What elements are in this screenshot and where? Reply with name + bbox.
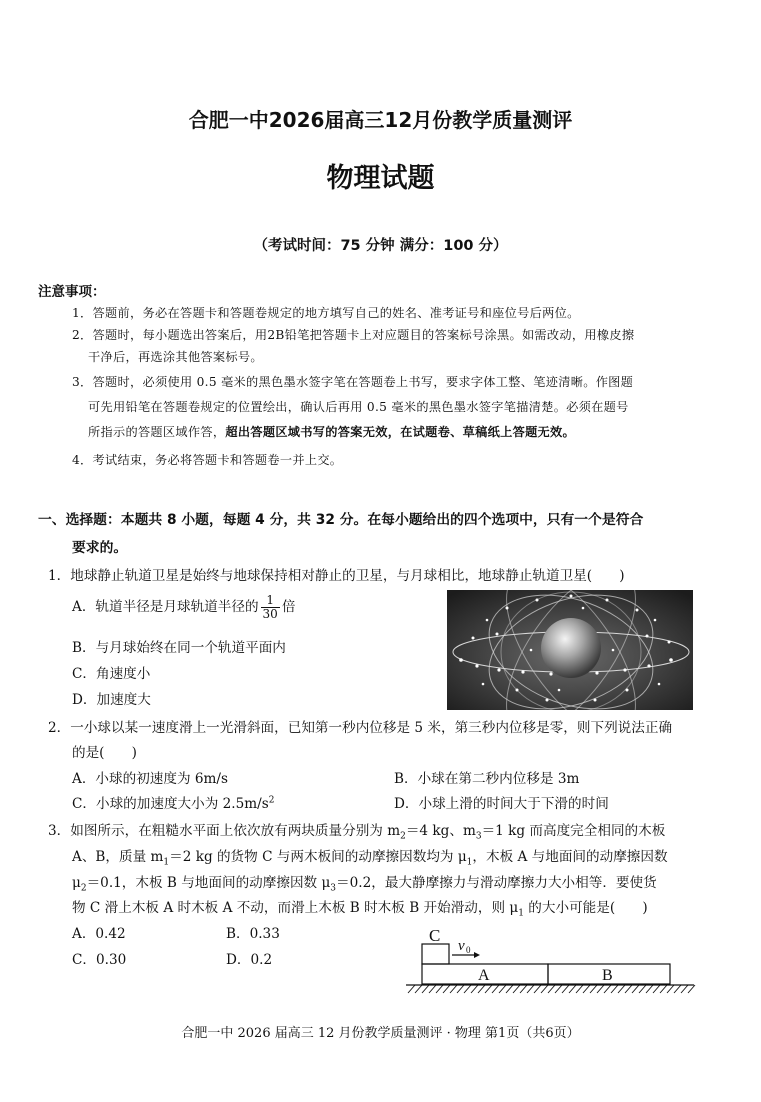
text: ＝1 kg 而高度完全相同的木板	[481, 823, 666, 839]
note-3-emphasis: 超出答题区域书写的答案无效，在试题卷、草稿纸上答题无效。	[225, 425, 576, 439]
ground-hatch-line	[464, 985, 471, 993]
subscript: 1	[518, 908, 524, 919]
label-a: A	[478, 967, 490, 984]
ground-hatch-line	[457, 985, 464, 993]
q3-stem-line-4	[72, 896, 648, 919]
q1-option-b: B．与月球始终在同一个轨道平面内	[72, 640, 286, 656]
fraction-denominator: 30	[262, 607, 278, 621]
ground-hatch-line	[646, 985, 653, 993]
note-3-line-3	[88, 423, 575, 440]
ground-hatch-line	[660, 985, 667, 993]
ground-hatch-line	[450, 985, 457, 993]
ground-hatch-line	[548, 985, 555, 993]
q1-option-c: C．角速度小	[72, 666, 151, 682]
subscript: 2	[80, 883, 87, 894]
q3-stem-line-1	[48, 819, 665, 842]
label-b: B	[602, 967, 613, 984]
ground-hatch-line	[513, 985, 520, 993]
section-1-heading-line-2: 要求的。	[72, 540, 128, 556]
q3-option-b: B．0.33	[226, 926, 280, 942]
text: μ	[72, 875, 81, 891]
q1-option-a-suffix: 倍	[281, 599, 296, 615]
q2-option-a: A．小球的初速度为 6m/s	[72, 771, 228, 787]
ground-hatch-line	[534, 985, 541, 993]
ground-hatch-line	[408, 985, 415, 993]
note-2-line-1: 2．答题时，每小题选出答案后，用2B铅笔把答题卡上对应题目的答案标号涂黑。如需改动，用橡皮擦	[72, 328, 635, 342]
q3-stem-line-2	[72, 845, 668, 868]
ground-hatch-line	[471, 985, 478, 993]
ground-hatch-line	[555, 985, 562, 993]
ground-hatch-line	[443, 985, 450, 993]
q3-option-c: C．0.30	[72, 952, 127, 968]
subscript: 1	[466, 857, 473, 868]
ground-hatch-line	[541, 985, 548, 993]
ground-hatch-line	[688, 985, 695, 993]
earth-icon	[541, 618, 601, 678]
ground-hatch-line	[625, 985, 632, 993]
satellite-orbits-image	[447, 590, 693, 710]
text: ＝4 kg、m	[405, 823, 476, 839]
ground-hatch-line	[674, 985, 681, 993]
ground-hatch-line	[478, 985, 485, 993]
blocks-diagram	[404, 922, 696, 998]
ground-hatch-line	[527, 985, 534, 993]
subscript: 3	[330, 883, 337, 894]
q1-option-a-text: A．轨道半径是月球轨道半径的	[72, 599, 259, 615]
label-v: v	[458, 938, 465, 954]
text: 3．如图所示，在粗糙水平面上依次放有两块质量分别为 m	[48, 823, 401, 839]
subject-title: 物理试题	[326, 163, 435, 194]
text: ＝2 kg 的货物 C 与两木板间的动摩擦因数均为 μ	[169, 849, 467, 865]
section-1-heading-line-1: 一、选择题：本题共 8 小题，每题 4 分，共 32 分。在每小题给出的四个选项中，只有一个是符合	[38, 512, 644, 528]
ground-hatch-line	[520, 985, 527, 993]
q1-option-a	[72, 594, 295, 621]
ground-hatch-line	[422, 985, 429, 993]
ground-hatch-line	[681, 985, 688, 993]
subscript: 2	[400, 831, 406, 842]
note-3-line-3-text: 所指示的答题区域作答，	[88, 425, 226, 439]
ground-hatch-line	[499, 985, 506, 993]
ground-hatch-line	[611, 985, 618, 993]
page-footer: 合肥一中 2026 届高三 12 月份教学质量测评 · 物理 第1页（共6页）	[181, 1026, 580, 1041]
text: ＝0.1，木板 B 与地面间的动摩擦因数 μ	[86, 875, 331, 891]
q3-option-d: D．0.2	[226, 952, 273, 968]
text: 的大小可能是( )	[523, 900, 648, 916]
ground-hatch-line	[590, 985, 597, 993]
q3-option-a: A．0.42	[72, 926, 126, 942]
note-3-line-2: 可先用铅笔在答题卷规定的位置绘出，确认后再用 0.5 毫米的黑色墨水签字笔描清楚。必须在题号	[88, 400, 629, 414]
ground-hatch-line	[583, 985, 590, 993]
text: ＝0.2，最大静摩擦力与滑动摩擦力大小相等．要使货	[336, 875, 657, 891]
fraction-numerator: 1	[261, 594, 280, 608]
note-2-line-2: 干净后，再选涂其他答案标号。	[88, 350, 263, 364]
ground-hatch-line	[436, 985, 443, 993]
ground-hatch-line	[576, 985, 583, 993]
exam-info: （考试时间：75 分钟 满分：100 分）	[253, 238, 508, 254]
label-v-subscript: 0	[466, 945, 471, 955]
ground-hatch-line	[569, 985, 576, 993]
fraction	[261, 594, 280, 621]
ground-hatch-line	[639, 985, 646, 993]
subscript: 3	[475, 831, 482, 842]
q3-stem-line-3	[72, 871, 657, 894]
ground-hatch-line	[485, 985, 492, 993]
ground-hatch-line	[597, 985, 604, 993]
q1-stem: 1．地球静止轨道卫星是始终与地球保持相对静止的卫星，与月球相比，地球静止轨道卫星( )	[48, 568, 625, 584]
ground-hatch-line	[506, 985, 513, 993]
notes-heading: 注意事项：	[38, 284, 106, 300]
note-4: 4．考试结束，务必将答题卡和答题卷一并上交。	[72, 453, 343, 467]
ground-hatch-line	[562, 985, 569, 993]
ground-hatch-line	[653, 985, 660, 993]
ground-hatch-line	[415, 985, 422, 993]
text: 物 C 滑上木板 A 时木板 A 不动，而滑上木板 B 时木板 B 开始滑动，则 μ	[72, 900, 519, 916]
ground-hatch-line	[429, 985, 436, 993]
subscript: 1	[163, 857, 170, 868]
note-1: 1．答题前，务必在答题卡和答题卷规定的地方填写自己的姓名、准考证号和座位号后两位。	[72, 306, 580, 320]
ground-hatch-line	[618, 985, 625, 993]
note-3-line-1: 3．答题时，必须使用 0.5 毫米的黑色墨水签字笔在答题卷上书写，要求字体工整、笔迹清晰。作图题	[72, 375, 634, 389]
exam-title: 合肥一中2026届高三12月份教学质量测评	[188, 108, 573, 132]
q2-option-d: D．小球上滑的时间大于下滑的时间	[394, 796, 609, 812]
ground-hatch-line	[492, 985, 499, 993]
q2-option-c	[72, 792, 274, 812]
text: A、B，质量 m	[72, 849, 164, 865]
ground-hatch-line	[667, 985, 674, 993]
q2-option-c-text: C．小球的加速度大小为 2.5m/s	[72, 796, 269, 812]
label-c: C	[429, 926, 441, 945]
ground-hatch-line	[604, 985, 611, 993]
superscript: 2	[268, 795, 275, 806]
q2-stem-line-2: 的是( )	[72, 745, 137, 761]
text: ，木板 A 与地面间的动摩擦因数	[472, 849, 668, 865]
cargo-c-box	[422, 944, 449, 964]
q1-option-d: D．加速度大	[72, 692, 151, 708]
ground-hatch-line	[632, 985, 639, 993]
q2-option-b: B．小球在第二秒内位移是 3m	[394, 771, 580, 787]
q2-stem-line-1: 2．一小球以某一速度滑上一光滑斜面，已知第一秒内位移是 5 米，第三秒内位移是零，则下列说法正确	[48, 720, 673, 736]
